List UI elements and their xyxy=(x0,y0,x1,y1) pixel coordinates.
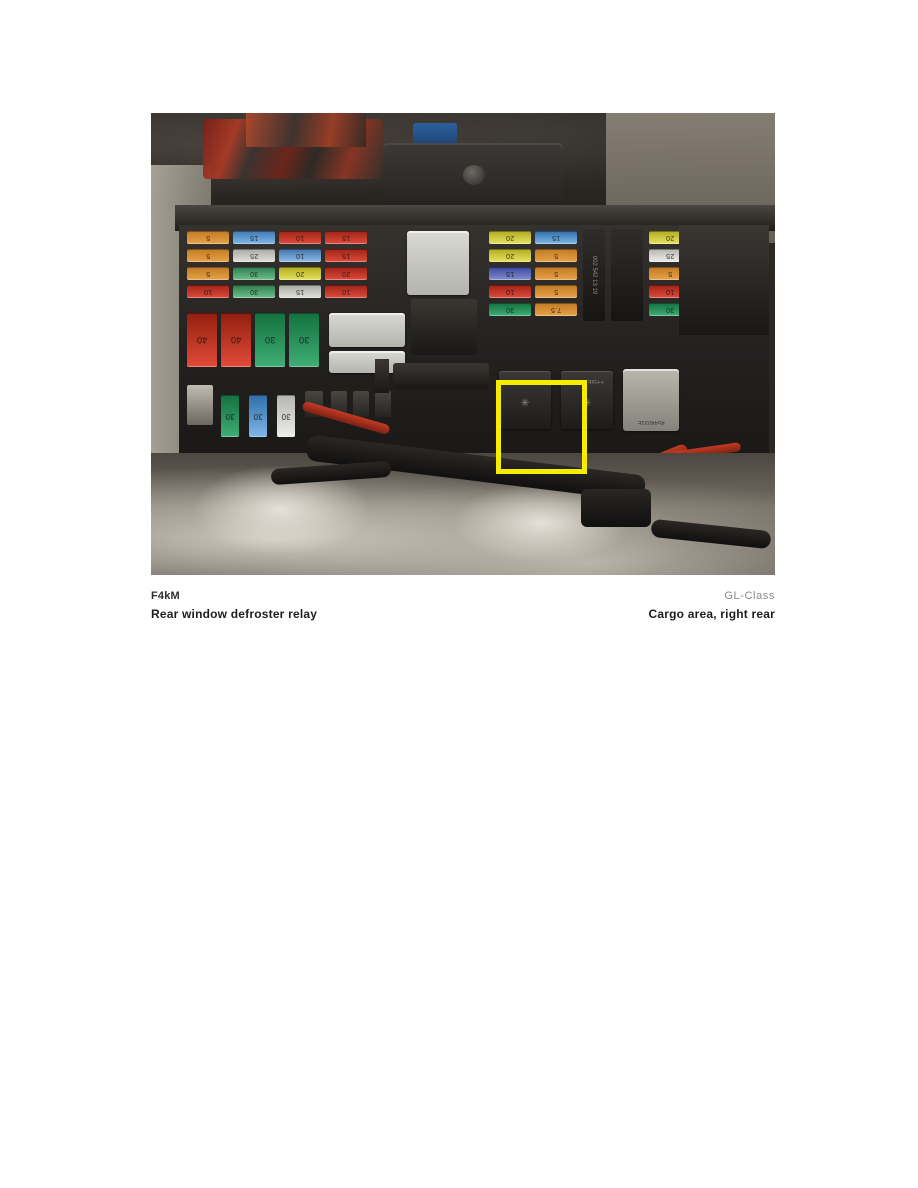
connector-center xyxy=(393,363,489,389)
fuse: 20 xyxy=(325,267,367,280)
figure-block xyxy=(151,113,775,575)
module-center-dark xyxy=(411,299,477,355)
highlight-box xyxy=(496,380,587,474)
fuse: 30 xyxy=(233,285,275,298)
relay-tall-dark-2 xyxy=(611,229,643,321)
caption-code: F4kM xyxy=(151,590,180,602)
fuse-tall: 30 xyxy=(289,313,319,367)
fuse: 20 xyxy=(489,249,531,262)
fuse: 10 xyxy=(325,285,367,298)
relay-tall-code: 002 542 13 19 xyxy=(591,255,597,295)
fuse: 5 xyxy=(187,249,229,262)
relay-tall-dark-1 xyxy=(583,229,605,321)
fuse: 20 xyxy=(649,231,691,244)
connector-small-4 xyxy=(375,391,391,417)
fuse: 5 xyxy=(187,231,229,244)
caption-vehicle: GL-Class xyxy=(724,590,775,602)
fuse: 30 xyxy=(649,303,691,316)
relay-secondary-code: ++SIEMENS xyxy=(570,378,605,384)
fuse: 15 xyxy=(325,231,367,244)
fuse: 15 xyxy=(325,249,367,262)
fuse: 10 xyxy=(649,285,691,298)
fuse: 15 xyxy=(489,267,531,280)
caption-component: Rear window defroster relay xyxy=(151,607,318,621)
fuse: 25 xyxy=(233,249,275,262)
fuse: 7.5 xyxy=(535,303,577,316)
wire-harness-top-secondary xyxy=(246,113,366,147)
fuse-mini: 30 xyxy=(277,395,295,437)
fuse-tall: 30 xyxy=(255,313,285,367)
fuse-tall: 40 xyxy=(221,313,251,367)
fuse: 5 xyxy=(187,267,229,280)
fuse: 30 xyxy=(233,267,275,280)
module-knob-icon xyxy=(463,165,485,185)
fuse: 20 xyxy=(279,267,321,280)
fuse: 15 xyxy=(233,231,275,244)
fuse: 10 xyxy=(279,231,321,244)
fuse: 15 xyxy=(279,285,321,298)
fuse: 15 xyxy=(535,231,577,244)
relay-grey-right xyxy=(623,369,679,431)
fuse: 10 xyxy=(489,285,531,298)
figure-caption xyxy=(151,590,775,630)
fuse: 20 xyxy=(489,231,531,244)
fuse: 10 xyxy=(279,249,321,262)
black-module-top xyxy=(383,143,563,205)
caption-location: Cargo area, right rear xyxy=(648,607,775,621)
connector-small-3 xyxy=(353,391,369,417)
relay-grey-small xyxy=(329,313,405,347)
relay-star-icon: ✳ xyxy=(520,397,530,410)
fuse: 25 xyxy=(649,249,691,262)
relay-defroster-code: ++SIEMENS xyxy=(508,378,543,384)
fuse: 5 xyxy=(649,267,691,280)
terminal-stud xyxy=(187,385,213,425)
fuse: 30 xyxy=(489,303,531,316)
fuse-mini: 30 xyxy=(221,395,239,437)
fuse-box-panel xyxy=(179,225,769,455)
relay-star-icon-2: ✳ xyxy=(582,397,592,410)
fuse-tall: 40 xyxy=(187,313,217,367)
connector-floor xyxy=(581,489,651,527)
fuse-mini: 30 xyxy=(249,395,267,437)
fuse: 10 xyxy=(187,285,229,298)
fuse: 5 xyxy=(535,267,577,280)
fusebox-right-edge xyxy=(679,225,769,335)
connector-center-left xyxy=(375,359,389,393)
relay-grey-right-code: 4544031E xyxy=(637,419,665,425)
fuse: 5 xyxy=(535,249,577,262)
relay-grey-large xyxy=(407,231,469,295)
fuse: 5 xyxy=(535,285,577,298)
fuse-box-photo xyxy=(151,113,775,575)
